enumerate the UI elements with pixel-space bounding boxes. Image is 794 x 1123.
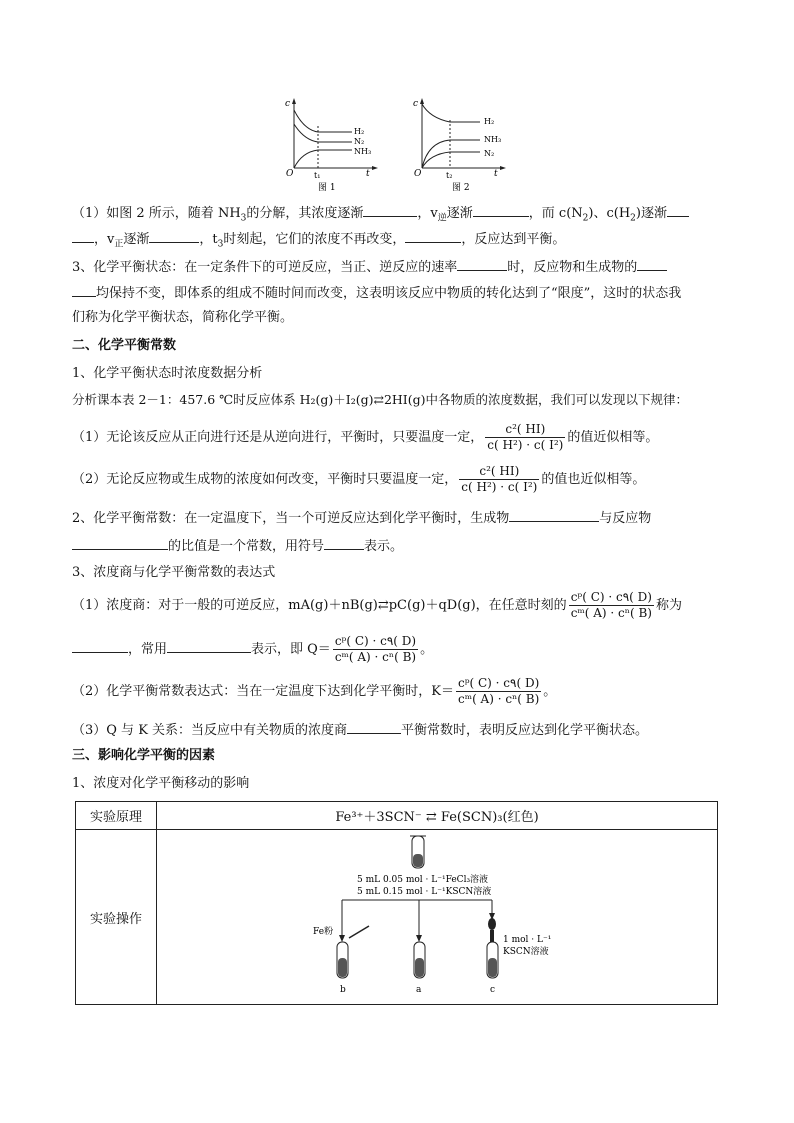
s23-title: 3、浓度商与化学平衡常数的表达式 [72,565,276,580]
answer-blank [457,256,507,271]
answer-blank [667,202,689,217]
fig1-curve-h2: H₂ [354,127,365,136]
qk-line: （3）Q 与 K 关系：当反应中有关物质的浓度商 平衡常数时，表明反应达到化学平衡状态。 [72,719,648,741]
fig1-caption: 图 1 [318,183,336,193]
row-label-operation: 实验操作 [76,830,157,1005]
fig2-caption: 图 2 [452,183,470,193]
answer-blank [324,535,364,550]
fig2-origin: O [414,169,422,179]
answer-blank [72,638,128,653]
answer-blank [72,282,96,297]
figure-1 [280,96,390,196]
fe-powder-label: Fe粉 [313,927,334,937]
heading-3: 三、影响化学平衡的因素 [72,748,216,763]
fraction-q: $\frac{\text{cᵖ( C) · c۹( D)}}{\text{cᵐ( A) · cⁿ( B)}}$ [334,634,417,664]
fraction-k: $\frac{\text{cᵖ( C) · c۹( D)}}{\text{cᵐ( A) · cⁿ( B)}}$ [457,676,540,706]
fraction-hi: $\frac{\text{c²( HI)}}{\text{c( H²) · c( I²)}}$ [461,464,538,494]
q-line-1: （1）浓度商：对于一般的可逆反应，mA(g)＋nB(g)⇄pC(g)＋qD(g)，在任意时刻的 $\frac{\text{cᵖ( C) · c۹( D)}}{\text{cᵐ( A) · cⁿ( B)}}$ 称为 [72,590,682,620]
answer-blank [149,228,199,243]
fig1-curve-nh3: NH₃ [354,147,372,156]
s21-title: 1、化学平衡状态时浓度数据分析 [72,366,263,381]
k-line: （2）化学平衡常数表达式：当在一定温度下达到化学平衡时，K＝ $\frac{\text{cᵖ( C) · c۹( D)}}{\text{cᵐ( A) · cⁿ( B)}}$ 。 [72,676,557,706]
answer-blank [637,256,667,271]
rule-1: （1）无论该反应从正向进行还是从逆向进行，平衡时，只要温度一定， $\frac{\text{c²( HI)}}{\text{c( H²) · c( I²)}}$ 的值近似相等。 [72,422,659,452]
answer-blank [347,719,401,734]
fig1-axis-y: c [285,99,291,109]
s31-title: 1、浓度对化学平衡移动的影响 [72,776,250,791]
s22-line-1: 2、化学平衡常数：在一定温度下，当一个可逆反应达到化学平衡时，生成物 与反应物 [72,507,651,529]
rule-2: （2）无论反应物或生成物的浓度如何改变，平衡时只要温度一定， $\frac{\text{c²( HI)}}{\text{c( H²) · c( I²)}}$ 的值也近似相等。 [72,464,646,494]
q1-line-1: （1）如图 2 所示，随着 $NH_3$的分解，其浓度逐渐 ，$v_逆$逐渐 ，而 $c(N_2)$、$c(H_2)$逐渐 [72,202,689,229]
fig1-t-label: t₁ [314,171,321,180]
heading-2: 二、化学平衡常数 [72,338,177,353]
experiment-table [75,801,718,1005]
answer-blank [363,202,417,217]
fig2-axis-y: c [413,99,419,109]
answer-blank [509,507,599,522]
answer-blank [72,228,94,243]
fig2-curve-h2: H₂ [484,117,495,126]
solution-2-label: 5 mL 0.15 mol · L⁻¹KSCN溶液 [357,887,492,897]
s3-line-3: 们称为化学平衡状态，简称化学平衡。 [72,310,294,325]
fig1-origin: O [286,169,294,179]
q-line-2: ，常用 表示，即 Q＝ $\frac{\text{cᵖ( C) · c۹( D)}}{\text{cᵐ( A) · cⁿ( B)}}$ 。 [72,632,433,668]
row-label-principle: 实验原理 [76,802,157,830]
s3-line-1: 3、化学平衡状态：在一定条件下的可逆反应，当正、逆反应的速率 时，反应物和生成物的 [72,256,667,278]
fig1-curve-n2: N₂ [354,137,365,146]
kscn-conc-label: 1 mol · L⁻¹ [503,935,552,945]
answer-blank [72,535,168,550]
q1-line-2: ，$v_正$逐渐 ，$t_3$时刻起，它们的浓度不再改变， ，反应达到平衡。 [72,228,565,255]
fig2-curve-n2: N₂ [484,149,495,158]
fig1-axis-x: t [366,169,370,179]
answer-blank [473,202,529,217]
row-value-principle: Fe³⁺＋3SCN⁻ ⇄ Fe(SCN)₃(红色) [157,802,718,830]
tube-b-label: b [340,985,346,995]
answer-blank [405,228,461,243]
fraction-q: $\frac{\text{cᵖ( C) · c۹( D)}}{\text{cᵐ( A) · cⁿ( B)}}$ [570,590,652,620]
fraction-hi: $\frac{\text{c²( HI)}}{\text{c( H²) · c( I²)}}$ [487,422,564,452]
fig2-curve-nh3: NH₃ [484,135,502,144]
s21-line: 分析课本表 2－1：457.6 ℃时反应体系 H₂(g)＋I₂(g)⇄2HI(g)中各物质的浓度数据，我们可以发现以下规律： [72,392,688,407]
figure-2 [408,96,528,196]
solution-1-label: 5 mL 0.05 mol · L⁻¹FeCl₃溶液 [357,875,489,885]
apparatus-diagram [157,830,717,1004]
kscn-solution-label: KSCN溶液 [503,947,549,957]
fig2-axis-x: t [494,169,498,179]
s3-line-2: 均保持不变，即体系的组成不随时间而改变，这表明该反应中物质的转化达到了“限度”，这时的状态我 [72,282,681,304]
apparatus-cell [157,830,718,1005]
tube-a-label: a [416,985,422,995]
tube-c-label: c [490,985,496,995]
fig2-t-label: t₂ [446,171,453,180]
s22-line-2: 的比值是一个常数，用符号 表示。 [72,535,403,557]
answer-blank [167,638,251,653]
